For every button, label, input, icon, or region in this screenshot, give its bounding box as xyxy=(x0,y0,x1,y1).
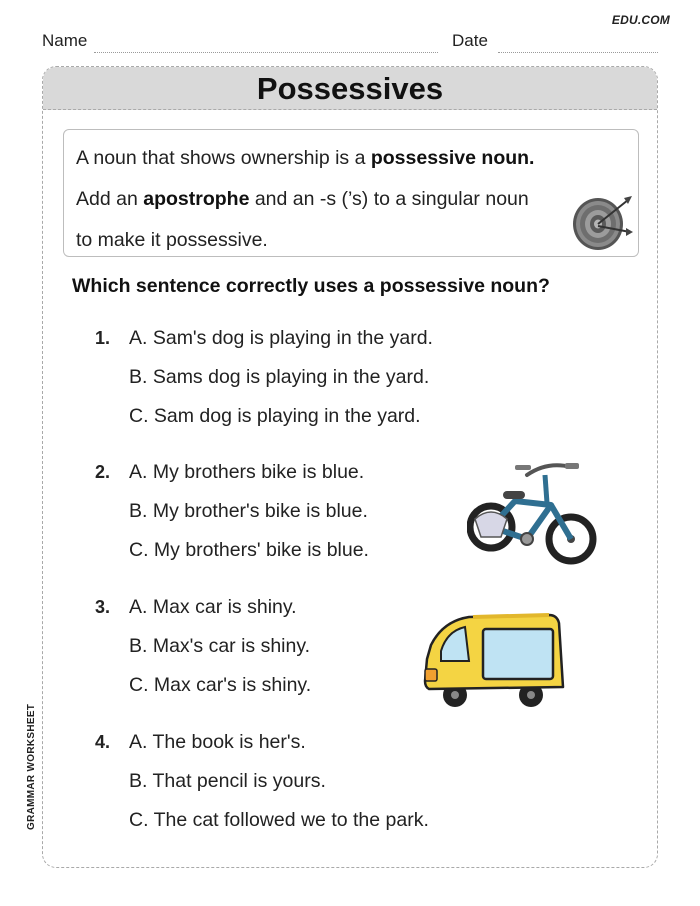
name-line xyxy=(94,52,438,53)
brand-logo: EDU.COM xyxy=(611,13,670,27)
item-number: 1. xyxy=(95,328,111,348)
info-bold-apostrophe: apostrophe xyxy=(143,188,250,210)
name-field[interactable] xyxy=(42,31,438,53)
option-c[interactable]: C. My brothers' bike is blue. xyxy=(129,539,369,561)
info-bold-possessive-noun: possessive noun. xyxy=(370,147,535,169)
date-line xyxy=(498,52,658,53)
info-text: and an -s (’s) to a singular noun xyxy=(249,188,529,210)
bus-icon xyxy=(421,607,569,711)
option-b[interactable]: B. That pencil is yours. xyxy=(129,770,326,792)
date-label: Date xyxy=(452,31,488,50)
item-number: 4. xyxy=(95,732,111,752)
side-label: GRAMMAR WORKSHEET xyxy=(26,703,37,830)
header-fields xyxy=(42,31,658,53)
name-label: Name xyxy=(42,31,88,50)
title-band xyxy=(43,67,657,110)
option-a[interactable]: A. My brothers bike is blue. xyxy=(129,461,365,483)
date-field[interactable] xyxy=(452,31,658,53)
option-a[interactable]: A. The book is her's. xyxy=(129,731,306,753)
info-text: Add an xyxy=(76,188,144,210)
option-c[interactable]: C. The cat followed we to the park. xyxy=(129,809,429,831)
item-number: 3. xyxy=(95,597,111,617)
worksheet-card xyxy=(42,66,658,868)
option-b[interactable]: B. Sams dog is playing in the yard. xyxy=(129,366,430,388)
page-title: Possessives xyxy=(256,71,444,106)
item-number: 2. xyxy=(95,462,111,482)
info-line-3: to make it possessive. xyxy=(76,229,268,251)
info-text: A noun that shows ownership is a xyxy=(76,147,371,169)
info-box xyxy=(63,129,639,257)
bicycle-icon xyxy=(467,457,599,575)
option-c[interactable]: C. Sam dog is playing in the yard. xyxy=(129,405,421,427)
target-icon xyxy=(568,192,634,252)
option-b[interactable]: B. Max's car is shiny. xyxy=(129,635,311,657)
option-a[interactable]: A. Sam's dog is playing in the yard. xyxy=(129,327,433,349)
option-b[interactable]: B. My brother's bike is blue. xyxy=(129,500,368,522)
option-c[interactable]: C. Max car's is shiny. xyxy=(129,674,312,696)
info-line-1 xyxy=(76,138,626,179)
option-a[interactable]: A. Max car is shiny. xyxy=(129,596,297,618)
info-line-2 xyxy=(76,179,626,220)
question-prompt: Which sentence correctly uses a possessive noun? xyxy=(72,275,550,297)
